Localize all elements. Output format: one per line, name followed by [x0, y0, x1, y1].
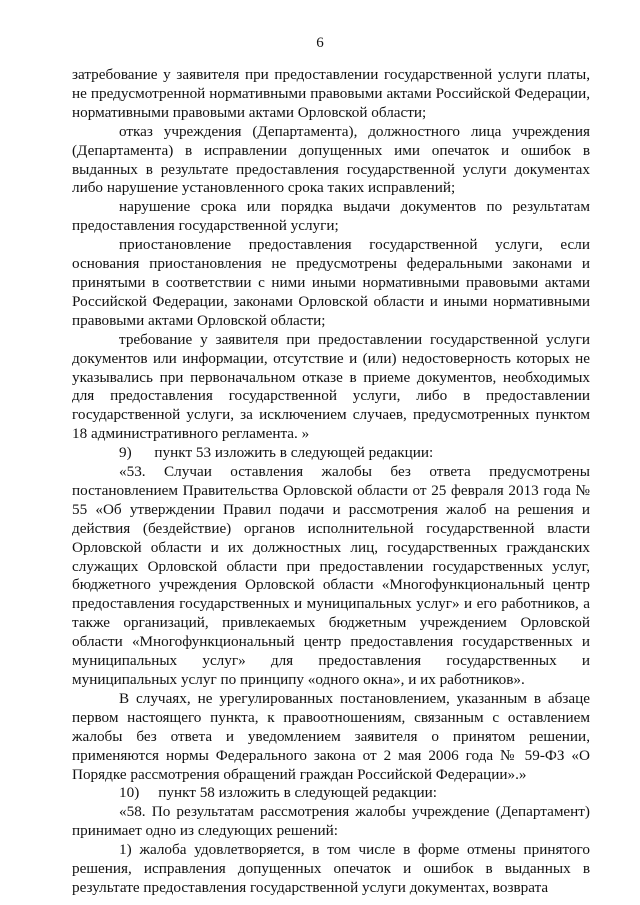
document-body [72, 66, 590, 898]
paragraph-1: затребование у заявителя при предоставлении государственной услуги платы, не предусмотренной нормативными правовыми актами Российской Федерации, нормативными правовыми актами Орловской области; [72, 66, 590, 121]
paragraph-10: «58. По результатам рассмотрения жалобы учреждение (Департамент) принимает одно из следующих решений: [72, 803, 590, 840]
paragraph-4: приостановление предоставления государственной услуги, если основания приостановления не предусмотрены федеральными законами и принятыми в соответствии с ними иными нормативными правовыми актами Российской Федерации, законами Орловской области и иными нормативными правовыми актами Орловской области; [72, 236, 590, 329]
paragraph-7: «53. Случаи оставления жалобы без ответа предусмотрены постановлением Правительства Орловской области от 25 февраля 2013 года № 55 «Об утверждении Правил подачи и рассмотрения жалоб на решения и действия (бездействие) органов исполнительной государственной власти Орловской области и их должностных лиц, государственных гражданских служащих Орловской области при предоставлении государственных услуг, бюджетного учреждения Орловской области «Многофункциональный центр предоставления государственных и муниципальных услуг» и его работников, а также организаций, привлекаемых бюджетным учреждением Орловской области «Многофункциональный центр предоставления государственных и муниципальных услуг» для предоставления государственных и муниципальных услуг по принципу «одного окна», и их работников». [72, 463, 590, 688]
page-number: 6 [316, 35, 324, 51]
paragraph-5: требование у заявителя при предоставлении государственной услуги документов или информации, отсутствие и (или) недостоверность которых не указывались при первоначальном отказе в приеме документов, необходимых для предоставления государственной услуги, либо в предоставлении государственной услуги, за исключением случаев, предусмотренных пунктом 18 административного регламента. » [72, 330, 590, 443]
paragraph-11: 1) жалоба удовлетворяется, в том числе в форме отмены принятого решения, исправления допущенных опечаток и ошибок в выданных в результате предоставления государственной услуги документах, возврата [72, 841, 590, 896]
paragraph-8: В случаях, не урегулированных постановлением, указанным в абзаце первом настоящего пункта, к правоотношениям, связанным с оставлением жалобы без ответа и уведомлением заявителя о принятом решении, применяются нормы Федерального закона от 2 мая 2006 года № 59-ФЗ «О Порядке рассмотрения обращений граждан Российской Федерации».» [72, 689, 590, 783]
paragraph-9: 10) пункт 58 изложить в следующей редакции: [119, 784, 438, 802]
paragraph-2: отказ учреждения (Департамента), должностного лица учреждения (Департамента) в исправлении допущенных ими опечаток и ошибок в выданных в результате предоставления государственной услуги документах либо нарушение установленного срока таких исправлений; [72, 122, 590, 197]
paragraph-6: 9) пункт 53 изложить в следующей редакции: [119, 444, 434, 462]
paragraph-3: нарушение срока или порядка выдачи документов по результатам предоставления государственной услуги; [72, 198, 590, 235]
